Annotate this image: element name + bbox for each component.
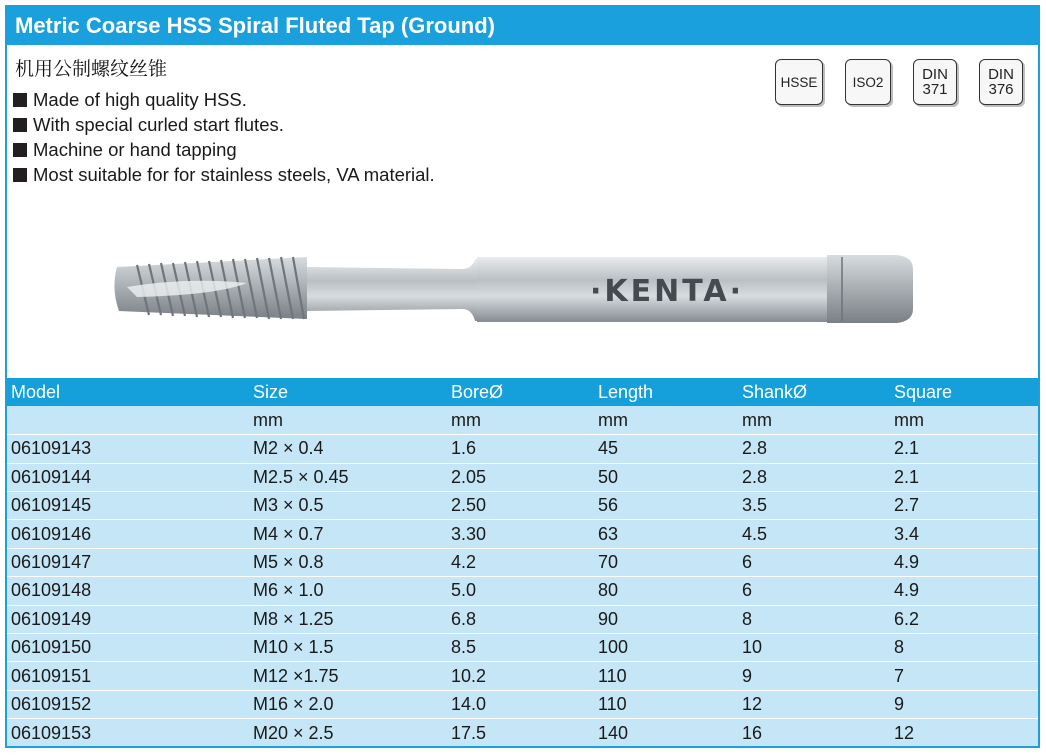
cell-shank: 16 — [738, 719, 890, 747]
feature-text: Most suitable for for stainless steels, VA material. — [33, 164, 435, 185]
table-row — [7, 492, 1038, 520]
cell-model: 06109150 — [7, 634, 249, 662]
cell-shank: 8 — [738, 605, 890, 633]
square-bullet-icon — [13, 168, 27, 182]
spec-table — [7, 378, 1038, 747]
cell-square: 7 — [890, 662, 1038, 690]
cell-size: M20 × 2.5 — [249, 719, 447, 747]
feature-list — [13, 87, 435, 187]
cell-bore: 17.5 — [447, 719, 594, 747]
cell-size: M4 × 0.7 — [249, 520, 447, 548]
cell-square: 6.2 — [890, 605, 1038, 633]
cell-shank: 9 — [738, 662, 890, 690]
cell-bore: 14.0 — [447, 690, 594, 718]
cell-square: 8 — [890, 634, 1038, 662]
table-row — [7, 690, 1038, 718]
table-row — [7, 548, 1038, 576]
col-header-square: Square — [890, 378, 1038, 406]
cell-model: 06109149 — [7, 605, 249, 633]
feature-item — [13, 162, 435, 187]
cell-length: 70 — [594, 548, 738, 576]
cell-bore: 8.5 — [447, 634, 594, 662]
cell-size: M10 × 1.5 — [249, 634, 447, 662]
din376-badge: DIN 376 — [979, 59, 1023, 105]
cell-length: 50 — [594, 463, 738, 491]
cell-model: 06109153 — [7, 719, 249, 747]
iso2-badge: ISO2 — [845, 59, 891, 105]
cell-size: M2 × 0.4 — [249, 435, 447, 463]
square-bullet-icon — [13, 118, 27, 132]
table-header-row — [7, 378, 1038, 406]
cell-length: 90 — [594, 605, 738, 633]
cell-size: M16 × 2.0 — [249, 690, 447, 718]
cell-bore: 10.2 — [447, 662, 594, 690]
col-header-length: Length — [594, 378, 738, 406]
cell-bore: 5.0 — [447, 577, 594, 605]
cell-model: 06109146 — [7, 520, 249, 548]
cell-size: M8 × 1.25 — [249, 605, 447, 633]
table-row — [7, 605, 1038, 633]
cell-length: 56 — [594, 492, 738, 520]
chinese-subtitle: 机用公制螺纹丝锥 — [15, 58, 168, 80]
square-bullet-icon — [13, 143, 27, 157]
cell-square: 4.9 — [890, 577, 1038, 605]
cell-shank: 4.5 — [738, 520, 890, 548]
unit-cell: mm — [738, 406, 890, 434]
feature-text: With special curled start flutes. — [33, 114, 284, 135]
cell-square: 12 — [890, 719, 1038, 747]
cell-bore: 2.05 — [447, 463, 594, 491]
cell-length: 63 — [594, 520, 738, 548]
cell-shank: 10 — [738, 634, 890, 662]
cell-square: 2.1 — [890, 463, 1038, 491]
feature-item — [13, 137, 435, 162]
cell-size: M6 × 1.0 — [249, 577, 447, 605]
cell-model: 06109143 — [7, 435, 249, 463]
cell-bore: 2.50 — [447, 492, 594, 520]
cell-model: 06109148 — [7, 577, 249, 605]
col-header-bore: BoreØ — [447, 378, 594, 406]
feature-item — [13, 87, 435, 112]
brand-marking: ·KENTA· — [590, 274, 744, 309]
cell-size: M2.5 × 0.45 — [249, 463, 447, 491]
cell-length: 45 — [594, 435, 738, 463]
din371-badge: DIN 371 — [913, 59, 957, 105]
cell-square: 4.9 — [890, 548, 1038, 576]
col-header-model: Model — [7, 378, 249, 406]
table-row — [7, 463, 1038, 491]
hsse-badge: HSSE — [775, 59, 823, 105]
cell-shank: 6 — [738, 548, 890, 576]
table-row — [7, 719, 1038, 747]
cell-square: 9 — [890, 690, 1038, 718]
unit-cell: mm — [890, 406, 1038, 434]
table-units-row — [7, 406, 1038, 434]
unit-cell: mm — [249, 406, 447, 434]
table-row — [7, 634, 1038, 662]
cell-model: 06109147 — [7, 548, 249, 576]
cell-square: 3.4 — [890, 520, 1038, 548]
standards-badges — [775, 59, 1040, 105]
unit-cell: mm — [594, 406, 738, 434]
unit-cell: mm — [447, 406, 594, 434]
cell-shank: 3.5 — [738, 492, 890, 520]
cell-length: 110 — [594, 690, 738, 718]
cell-shank: 6 — [738, 577, 890, 605]
cell-size: M12 ×1.75 — [249, 662, 447, 690]
square-bullet-icon — [13, 93, 27, 107]
cell-model: 06109144 — [7, 463, 249, 491]
tap-tool-image — [107, 237, 917, 337]
cell-square: 2.7 — [890, 492, 1038, 520]
cell-shank: 2.8 — [738, 435, 890, 463]
cell-bore: 4.2 — [447, 548, 594, 576]
cell-bore: 6.8 — [447, 605, 594, 633]
cell-model: 06109152 — [7, 690, 249, 718]
table-row — [7, 577, 1038, 605]
feature-item — [13, 112, 435, 137]
cell-length: 140 — [594, 719, 738, 747]
product-card — [5, 5, 1040, 748]
cell-square: 2.1 — [890, 435, 1038, 463]
cell-size: M3 × 0.5 — [249, 492, 447, 520]
table-row — [7, 520, 1038, 548]
cell-length: 80 — [594, 577, 738, 605]
unit-cell — [7, 406, 249, 434]
cell-shank: 12 — [738, 690, 890, 718]
cell-bore: 3.30 — [447, 520, 594, 548]
cell-bore: 1.6 — [447, 435, 594, 463]
col-header-size: Size — [249, 378, 447, 406]
cell-model: 06109151 — [7, 662, 249, 690]
feature-text: Made of high quality HSS. — [33, 89, 247, 110]
table-row — [7, 435, 1038, 463]
table-row — [7, 662, 1038, 690]
cell-shank: 2.8 — [738, 463, 890, 491]
cell-length: 100 — [594, 634, 738, 662]
feature-text: Machine or hand tapping — [33, 139, 237, 160]
cell-model: 06109145 — [7, 492, 249, 520]
cell-length: 110 — [594, 662, 738, 690]
col-header-shank: ShankØ — [738, 378, 890, 406]
product-title: Metric Coarse HSS Spiral Fluted Tap (Ground) — [7, 7, 1038, 45]
cell-size: M5 × 0.8 — [249, 548, 447, 576]
